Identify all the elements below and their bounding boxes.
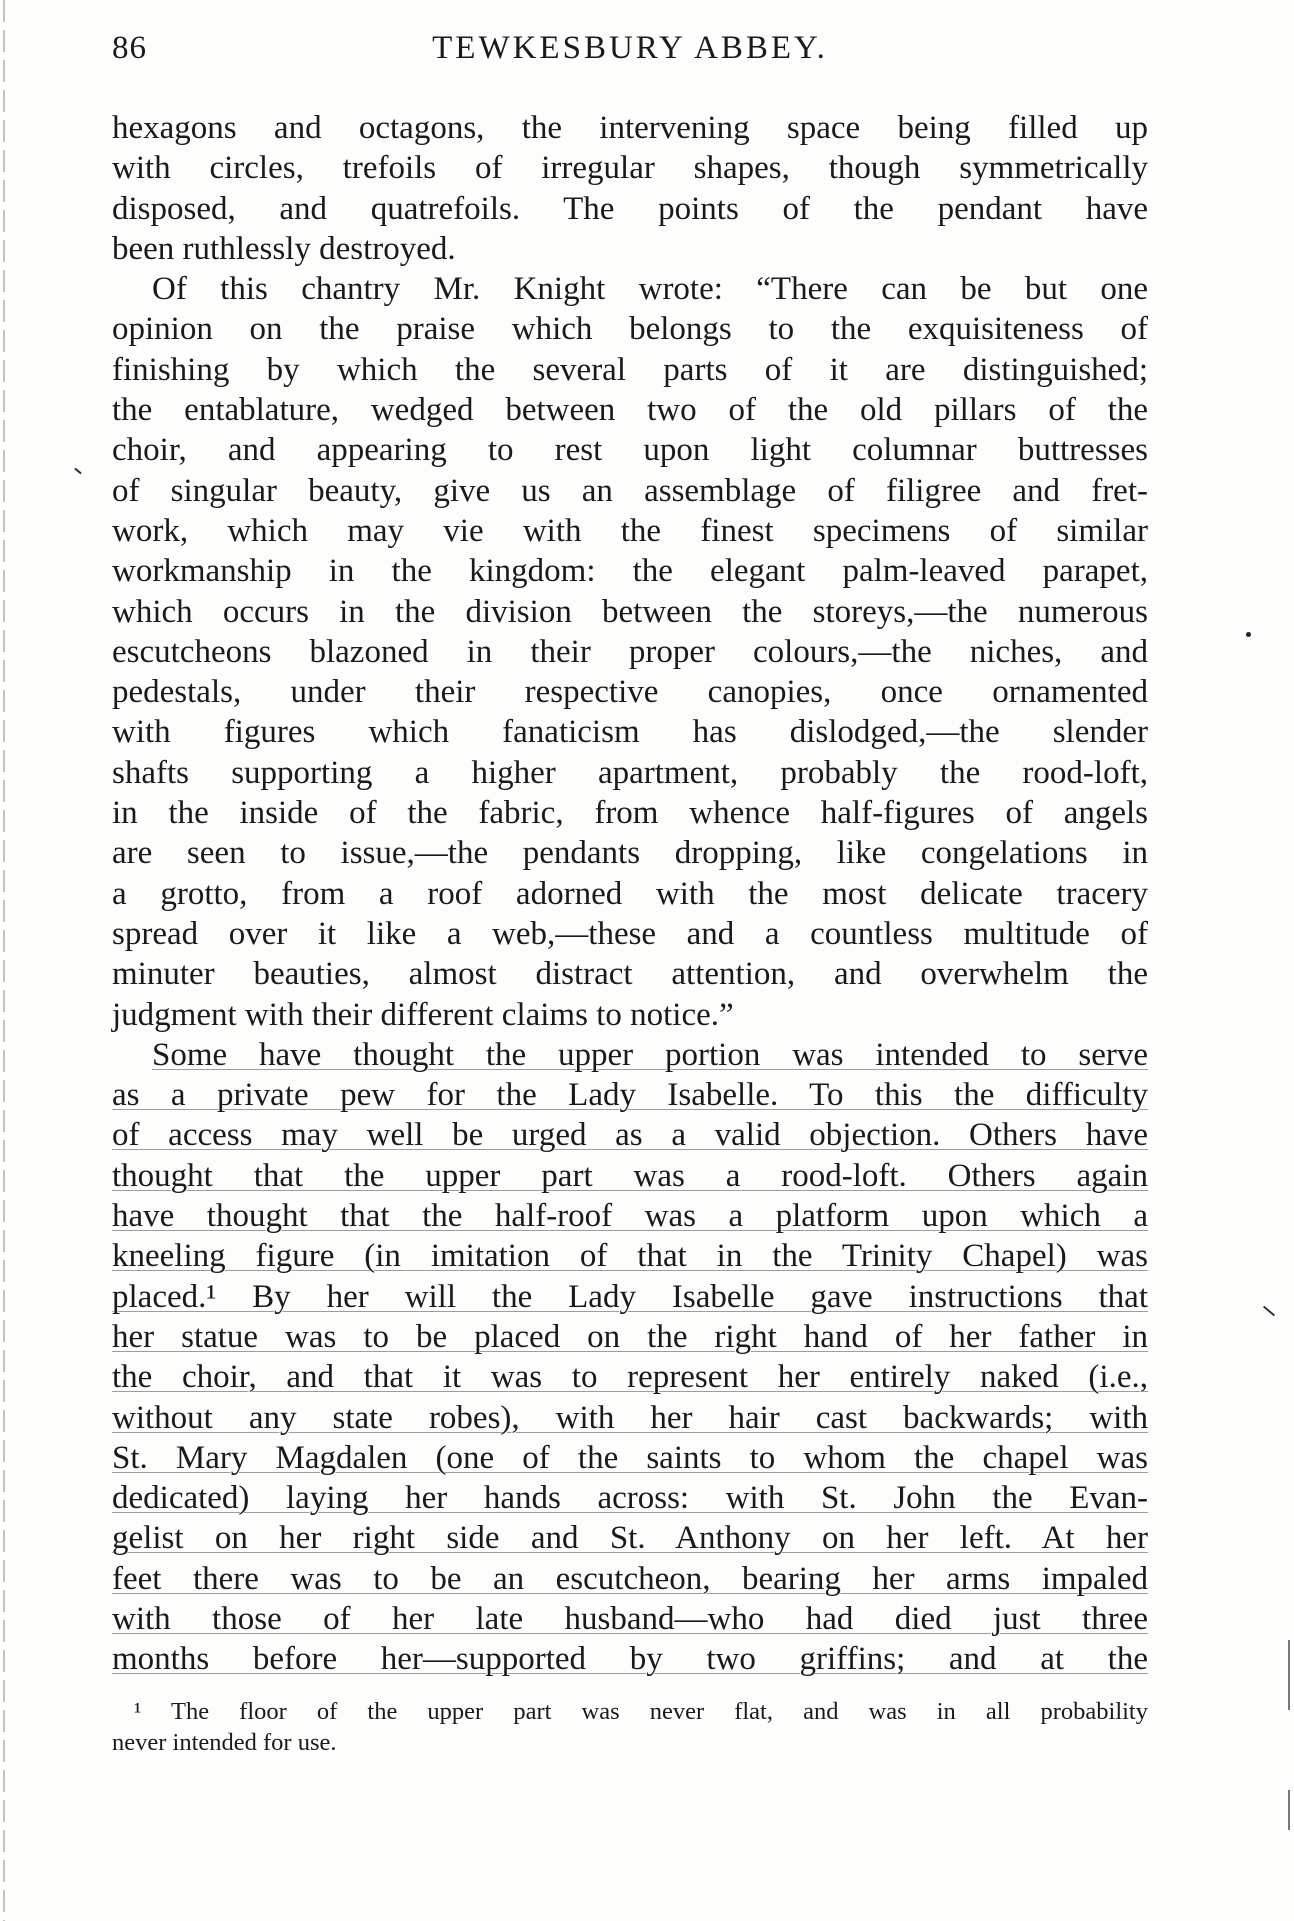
margin-pencil-mark	[74, 468, 81, 475]
page-edge-mark	[1288, 1640, 1290, 1710]
text-line: escutcheons blazoned in their proper colours,—the niches, and	[112, 633, 1148, 670]
page-edge-mark	[1288, 1790, 1290, 1830]
text-line: opinion on the praise which belongs to the exquisiteness of	[112, 311, 1148, 348]
text-line: of access may well be urged as a valid objection. Others have	[112, 1117, 1148, 1154]
text-line: disposed, and quatrefoils. The points of the pendant have	[112, 190, 1148, 227]
text-line: gelist on her right side and St. Anthony on her left. At her	[112, 1520, 1148, 1557]
text-line: judgment with their different claims to notice.”	[112, 996, 734, 1033]
text-line: choir, and appearing to rest upon light columnar buttresses	[112, 432, 1148, 469]
footnote	[112, 1696, 1148, 1758]
text-line: without any state robes), with her hair cast backwards; with	[112, 1399, 1148, 1436]
text-line: workmanship in the kingdom: the elegant palm-leaved parapet,	[112, 553, 1148, 590]
stray-ink-dot	[1246, 632, 1251, 637]
text-line: spread over it like a web,—these and a countless multitude of	[112, 915, 1148, 952]
text-line: minuter beauties, almost distract attention, and overwhelm the	[112, 956, 1148, 993]
text-line: been ruthlessly destroyed.	[112, 230, 456, 267]
text-line: with figures which fanaticism has dislodged,—the slender	[112, 714, 1148, 751]
text-line: St. Mary Magdalen (one of the saints to whom the chapel was	[112, 1439, 1148, 1476]
text-line: feet there was to be an escutcheon, bearing her arms impaled	[112, 1560, 1148, 1597]
running-header	[112, 30, 1148, 74]
text-line: finishing by which the several parts of it are distinguished;	[112, 351, 1148, 388]
page-edge-rule	[3, 0, 5, 1921]
text-line: with circles, trefoils of irregular shapes, though symmetrically	[112, 150, 1148, 187]
footnote-line: ¹ The floor of the upper part was never flat, and was in all probability	[134, 1698, 1148, 1725]
text-line: pedestals, under their respective canopies, once ornamented	[112, 674, 1148, 711]
text-line: Some have thought the upper portion was intended to serve	[152, 1036, 1148, 1073]
page-number: 86	[112, 30, 147, 66]
paragraph-1	[112, 108, 1148, 269]
margin-pencil-mark	[1263, 1306, 1275, 1317]
text-line: which occurs in the division between the storeys,—the numerous	[112, 593, 1148, 630]
running-title: TEWKESBURY ABBEY.	[432, 30, 828, 66]
text-line: Of this chantry Mr. Knight wrote: “There can be but one	[152, 271, 1148, 308]
paragraph-2-knight-quote	[112, 269, 1148, 1035]
text-line: in the inside of the fabric, from whence half-figures of angels	[112, 795, 1148, 832]
text-line: thought that the upper part was a rood-loft. Others again	[112, 1157, 1148, 1194]
text-line: are seen to issue,—the pendants dropping, like congelations in	[112, 835, 1148, 872]
text-line: of singular beauty, give us an assemblage of filigree and fret-	[112, 472, 1148, 509]
text-line: the choir, and that it was to represent her entirely naked (i.e.,	[112, 1359, 1148, 1396]
text-line: months before her—supported by two griffins; and at the	[112, 1641, 1148, 1678]
text-line: dedicated) laying her hands across: with St. John the Evan-	[112, 1480, 1148, 1517]
text-line: her statue was to be placed on the right hand of her father in	[112, 1318, 1148, 1355]
text-line: have thought that the half-roof was a platform upon which a	[112, 1198, 1148, 1235]
footnote-line: never intended for use.	[112, 1729, 337, 1756]
text-line: hexagons and octagons, the intervening space being filled up	[112, 110, 1148, 146]
text-line: work, which may vie with the finest specimens of similar	[112, 512, 1148, 549]
text-line: placed.¹ By her will the Lady Isabelle gave instructions that	[112, 1278, 1148, 1315]
text-line: as a private pew for the Lady Isabelle. To this the difficulty	[112, 1077, 1148, 1114]
text-line: with those of her late husband—who had died just three	[112, 1600, 1148, 1637]
text-line: a grotto, from a roof adorned with the most delicate tracery	[112, 875, 1148, 912]
text-line: the entablature, wedged between two of the old pillars of the	[112, 392, 1148, 429]
paragraph-3-annotated	[112, 1035, 1148, 1680]
body-text	[112, 108, 1148, 1680]
text-line: kneeling figure (in imitation of that in the Trinity Chapel) was	[112, 1238, 1148, 1275]
text-line: shafts supporting a higher apartment, probably the rood-loft,	[112, 754, 1148, 791]
